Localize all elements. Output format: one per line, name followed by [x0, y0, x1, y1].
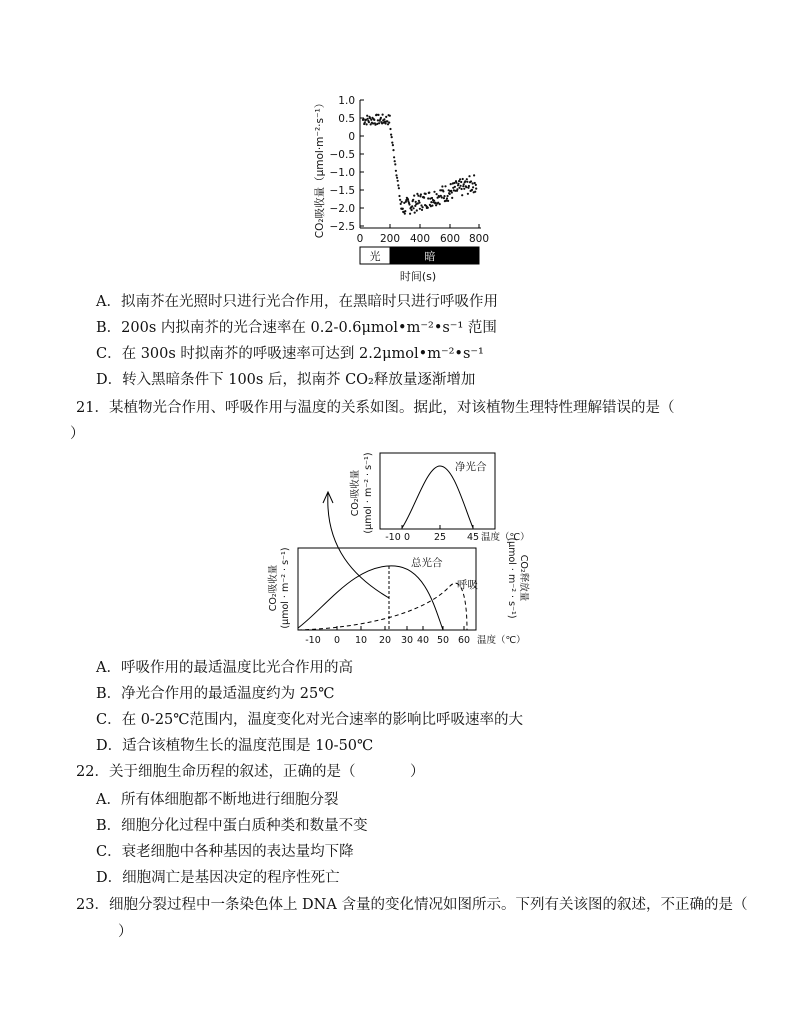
co2-time-chart — [305, 90, 505, 290]
y-axis-label: CO₂吸收量（μmol·m⁻²·s⁻¹） — [314, 97, 326, 239]
q21-stem-end: ） — [70, 426, 85, 442]
main-x-label: 温度（℃） — [477, 635, 526, 646]
q20-option-d: D．转入黑暗条件下 100s 后，拟南芥 CO₂释放量逐渐增加 — [96, 372, 476, 388]
light-label: 光 — [369, 250, 381, 263]
y-tick: 0.5 — [338, 113, 355, 125]
q21-option-d: D．适合该植物生长的温度范围是 10-50℃ — [96, 738, 374, 754]
q22-stem: 22．关于细胞生命历程的叙述，正确的是（ — [76, 764, 356, 780]
x-tick: 0 — [356, 233, 364, 245]
y-tick: −2.0 — [329, 203, 355, 215]
inset-x-tick: 45 — [466, 532, 480, 543]
net-photosynthesis-label: 净光合 — [455, 461, 487, 473]
q21-option-c: C．在 0-25℃范围内，温度变化对光合速率的影响比呼吸速率的大 — [96, 712, 523, 728]
q22-option-c: C．衰老细胞中各种基因的表达量均下降 — [96, 844, 354, 860]
q21-option-a: A．呼吸作用的最适温度比光合作用的高 — [96, 660, 353, 676]
y-tick: 0 — [348, 131, 355, 143]
main-y-right-label-1: CO₂释放量 — [518, 554, 529, 602]
q20-option-b: B．200s 内拟南芥的光合速率在 0.2-0.6μmol•m⁻²•s⁻¹ 范围 — [96, 320, 497, 336]
x-tick: 800 — [468, 233, 490, 245]
y-tick: −1.0 — [329, 167, 355, 179]
q21-option-b: B．净光合作用的最适温度约为 25℃ — [96, 686, 335, 702]
q22-option-b: B．细胞分化过程中蛋白质种类和数量不变 — [96, 818, 368, 834]
main-x-tick: -10 — [305, 635, 321, 646]
respiration-label: 呼吸 — [457, 579, 478, 591]
inset-x-label: 温度（℃） — [481, 532, 530, 543]
main-y-right-label-2: (μmol · m⁻² · s⁻¹) — [506, 537, 517, 619]
q20-option-a: A．拟南芥在光照时只进行光合作用，在黑暗时只进行呼吸作用 — [96, 294, 498, 310]
scatter-series — [362, 114, 477, 215]
co2-time-figure — [305, 90, 505, 290]
q22-option-a: A．所有体细胞都不断地进行细胞分裂 — [96, 792, 339, 808]
main-x-tick: 50 — [436, 635, 450, 646]
q22-stem-end: ） — [410, 764, 425, 780]
y-tick: −0.5 — [329, 149, 355, 161]
dark-label: 暗 — [424, 250, 436, 263]
inset-x-tick: 0 — [403, 532, 411, 543]
x-tick: 600 — [439, 233, 461, 245]
inset-x-tick: -10 — [385, 532, 401, 543]
temperature-figure — [265, 448, 560, 648]
gross-photosynthesis-label: 总光合 — [411, 557, 443, 569]
main-x-tick: 40 — [416, 635, 430, 646]
y-tick: −2.5 — [329, 221, 355, 233]
y-tick: −1.5 — [329, 185, 355, 197]
main-x-tick: 20 — [378, 635, 392, 646]
temperature-chart — [265, 448, 560, 648]
respiration-curve — [298, 583, 467, 630]
inset-y-label-2: (μmol · m⁻² · s⁻¹) — [363, 452, 374, 534]
q23-stem-end: ） — [118, 924, 133, 940]
main-y-left-label-1: CO₂吸收量 — [268, 564, 279, 612]
main-x-tick: 0 — [333, 635, 341, 646]
main-x-tick: 60 — [457, 635, 471, 646]
y-tick: 1.0 — [338, 95, 355, 107]
main-x-tick: 30 — [400, 635, 414, 646]
q23-stem: 23．细胞分裂过程中一条染色体上 DNA 含量的变化情况如图所示。下列有关该图的叙述，不正确的是（ — [76, 897, 748, 913]
x-axis-label: 时间(s) — [399, 270, 437, 283]
q21-stem: 21．某植物光合作用、呼吸作用与温度的关系如图。据此，对该植物生理特性理解错误的是（ — [76, 400, 675, 416]
main-y-left-label-2: (μmol · m⁻² · s⁻¹) — [280, 547, 291, 629]
q20-option-c: C．在 300s 时拟南芥的呼吸速率可达到 2.2μmol•m⁻²•s⁻¹ — [96, 346, 484, 362]
x-tick: 200 — [379, 233, 401, 245]
inset-x-tick: 25 — [433, 532, 447, 543]
q22-option-d: D．细胞凋亡是基因决定的程序性死亡 — [96, 870, 340, 886]
x-tick: 400 — [409, 233, 431, 245]
inset-y-label-1: CO₂吸收量 — [350, 469, 361, 517]
main-x-tick: 10 — [354, 635, 368, 646]
gross-photosynthesis-curve — [298, 566, 443, 630]
